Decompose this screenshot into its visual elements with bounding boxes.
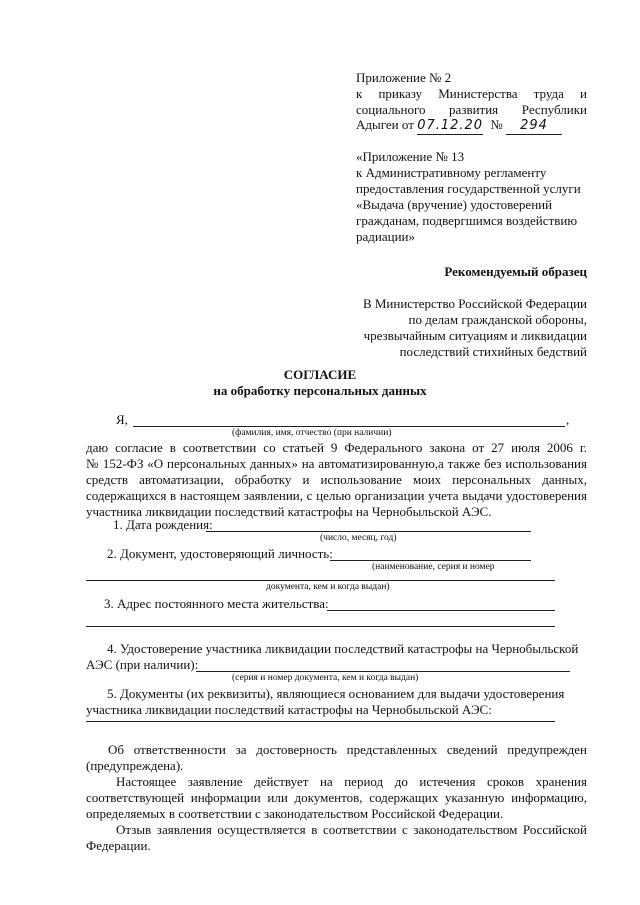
regulation-line: «Выдача (вручение) удостоверений [356, 197, 553, 212]
revocation-line: Федерации. [86, 838, 151, 853]
birth-date-field-line[interactable] [206, 531, 531, 532]
consent-line: средств автоматизации, обработку и использование моих персональных данных, [86, 472, 587, 487]
address-field-line-2[interactable] [86, 626, 555, 627]
identity-document-field-line-2[interactable] [86, 580, 555, 581]
basis-documents-field-line[interactable] [86, 721, 555, 722]
fio-comma: , [566, 412, 570, 427]
appendix-title: Приложение № 2 [356, 70, 452, 85]
validity-paragraph [86, 774, 587, 822]
addressee-line: последствий стихийных бедствий [399, 344, 587, 359]
order-number-handwritten: 294 [506, 118, 562, 135]
chernobyl-certificate-line-2: АЭС (при наличии): [86, 657, 199, 672]
fio-hint: (фамилия, имя, отчество (при наличии) [232, 428, 392, 438]
document-title: СОГЛАСИЕ [283, 367, 357, 382]
word: приказу [378, 86, 423, 101]
basis-documents-line-2: участника ликвидации последствий катастрофы на Чернобыльской АЭС: [86, 702, 492, 717]
chernobyl-certificate-field-line[interactable] [196, 671, 570, 672]
word: к [356, 86, 363, 101]
addressee-line: чрезвычайным ситуациям и ликвидации [363, 328, 587, 343]
addressee-line: В Министерство Российской Федерации [362, 296, 587, 311]
revocation-paragraph [86, 822, 587, 854]
regulation-line: радиации» [356, 229, 415, 244]
chernobyl-certificate-hint: (серия и номер документа, кем и когда выдан) [232, 673, 419, 683]
recommended-sample: Рекомендуемый образец [444, 264, 587, 279]
basis-documents-line-1: 5. Документы (их реквизиты), являющиеся основанием для выдачи удостоверения [107, 686, 565, 701]
identity-document-label: 2. Документ, удостоверяющий личность: [107, 546, 333, 561]
regulation-block [356, 149, 581, 245]
i-label: Я, [116, 412, 128, 427]
word: Республики [521, 102, 587, 117]
appendix-line-1 [356, 86, 587, 102]
document-subtitle: на обработку персональных данных [213, 383, 427, 398]
consent-line: даю согласие в соответствии со статьей 9 Федерального закона от 27 июля 2006 г. [86, 440, 587, 455]
responsibility-line: Об ответственности за достоверность представленных сведений предупрежден [108, 742, 587, 757]
word: труда [533, 86, 564, 101]
word: Министерства [438, 86, 518, 101]
regulation-line: «Приложение № 13 [356, 149, 465, 164]
consent-line: № 152-ФЗ «О персональных данных» на автоматизированную,а также без использования [86, 456, 587, 471]
identity-document-hint-2: документа, кем и когда выдан) [266, 582, 390, 592]
responsibility-paragraph [86, 742, 587, 774]
revocation-line: Отзыв заявления осуществляется в соответствии с законодательством Российской [116, 822, 587, 837]
word: и [580, 86, 587, 101]
word: социального [356, 102, 426, 117]
regulation-line: гражданам, подвергшимся воздействию [356, 213, 578, 228]
chernobyl-certificate-line-1: 4. Удостоверение участника ликвидации последствий катастрофы на Чернобыльской [107, 641, 579, 656]
addressee-block [363, 296, 587, 360]
word: развития [449, 102, 499, 117]
regulation-line: к Административному регламенту [356, 165, 547, 180]
validity-line: определяемых в соответствии с законодательством Российской Федерации. [86, 806, 504, 821]
appendix-line-2 [356, 102, 587, 118]
regulation-line: предоставления государственной услуги [356, 181, 581, 196]
address-field-line[interactable] [327, 610, 555, 611]
number-sign: № [490, 117, 503, 132]
addressee-line: по делам гражданской обороны, [408, 312, 587, 327]
fio-field-line[interactable] [133, 426, 565, 427]
identity-document-hint: (наименование, серия и номер [372, 562, 495, 572]
birth-date-hint: (число, месяц, год) [320, 533, 397, 543]
identity-document-field-line[interactable] [330, 560, 531, 561]
consent-paragraph [86, 440, 587, 520]
consent-line: содержащихся в настоящем заявлении, с целью организации учета выдачи удостоверения [86, 488, 587, 503]
consent-line: участника ликвидации последствий катастрофы на Чернобыльской АЭС. [86, 504, 492, 519]
order-date-handwritten: 07.12.20 [417, 118, 484, 133]
order-date-prefix: Адыгеи от [356, 117, 414, 132]
appendix-line-3 [356, 117, 562, 135]
validity-line: Настоящее заявление действует на период до истечения сроков хранения [116, 774, 587, 789]
address-label: 3. Адрес постоянного места жительства: [104, 596, 329, 611]
birth-date-label: 1. Дата рождения: [113, 517, 213, 532]
validity-line: соответствующей информации или документов, содержащих указанную информацию, [86, 790, 587, 805]
responsibility-line: (предупреждена). [86, 758, 184, 773]
